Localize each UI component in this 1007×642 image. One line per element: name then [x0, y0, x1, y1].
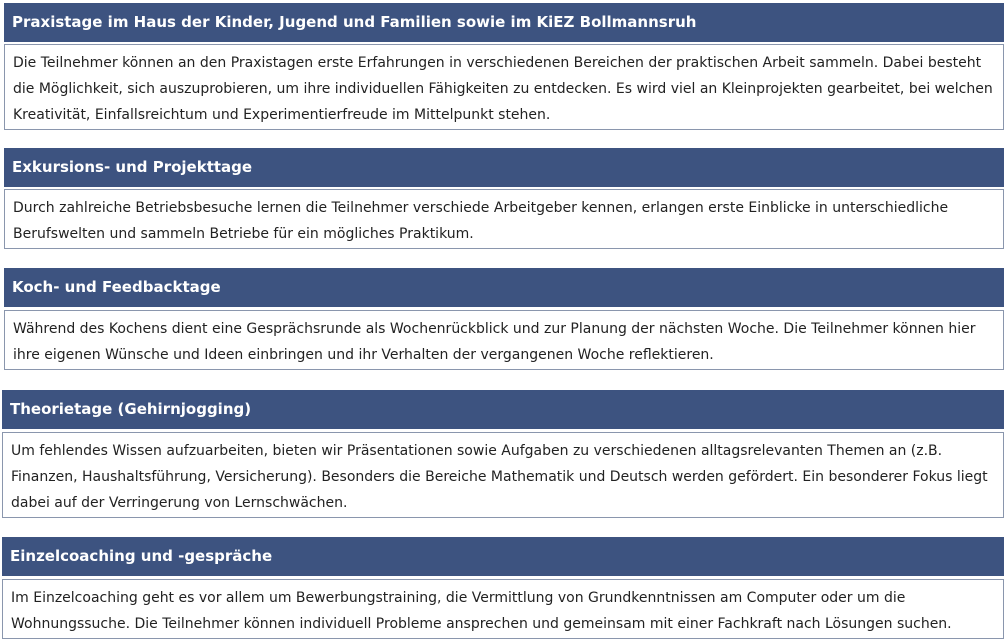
- section-heading: Theorietage (Gehirnjogging): [2, 390, 1004, 429]
- section-description: Während des Kochens dient eine Gesprächsrunde als Wochenrückblick und zur Planung der nächsten Woche. Die Teilnehmer können hier ihre eigenen Wünsche und Ideen einbringen und ihr Verhalten der vergangenen Woche reflektieren.: [4, 310, 1004, 370]
- section-description: Die Teilnehmer können an den Praxistagen erste Erfahrungen in verschiedenen Bereichen der praktischen Arbeit sammeln. Dabei besteht die Möglichkeit, sich auszuprobieren, um ihre individuellen Fähigkeiten zu entdecken. Es wird viel an Kleinprojekten gearbeitet, bei welchen Kreativität, Einfallsreichtum und Experimentierfreude im Mittelpunkt stehen.: [4, 44, 1004, 130]
- section-description: Im Einzelcoaching geht es vor allem um Bewerbungstraining, die Vermittlung von Grundkenntnissen am Computer oder um die Wohnungssuche. Die Teilnehmer können individuell Probleme ansprechen und gemeinsam mit einer Fachkraft nach Lösungen suchen.: [2, 579, 1004, 639]
- section-heading: Koch- und Feedbacktage: [4, 268, 1004, 307]
- section-heading: Exkursions- und Projekttage: [4, 148, 1004, 187]
- section-heading: Praxistage im Haus der Kinder, Jugend und Familien sowie im KiEZ Bollmannsruh: [4, 3, 1004, 42]
- section-description: Um fehlendes Wissen aufzuarbeiten, bieten wir Präsentationen sowie Aufgaben zu verschiedenen alltagsrelevanten Themen an (z.B. Finanzen, Haushaltsführung, Versicherung). Besonders die Bereiche Mathematik und Deutsch werden gefördert. Ein besonderer Fokus liegt dabei auf der Verringerung von Lernschwächen.: [2, 432, 1004, 518]
- section-description: Durch zahlreiche Betriebsbesuche lernen die Teilnehmer verschiede Arbeitgeber kennen, erlangen erste Einblicke in unterschiedliche Berufswelten und sammeln Betriebe für ein mögliches Praktikum.: [4, 189, 1004, 249]
- section-heading: Einzelcoaching und -gespräche: [2, 537, 1004, 576]
